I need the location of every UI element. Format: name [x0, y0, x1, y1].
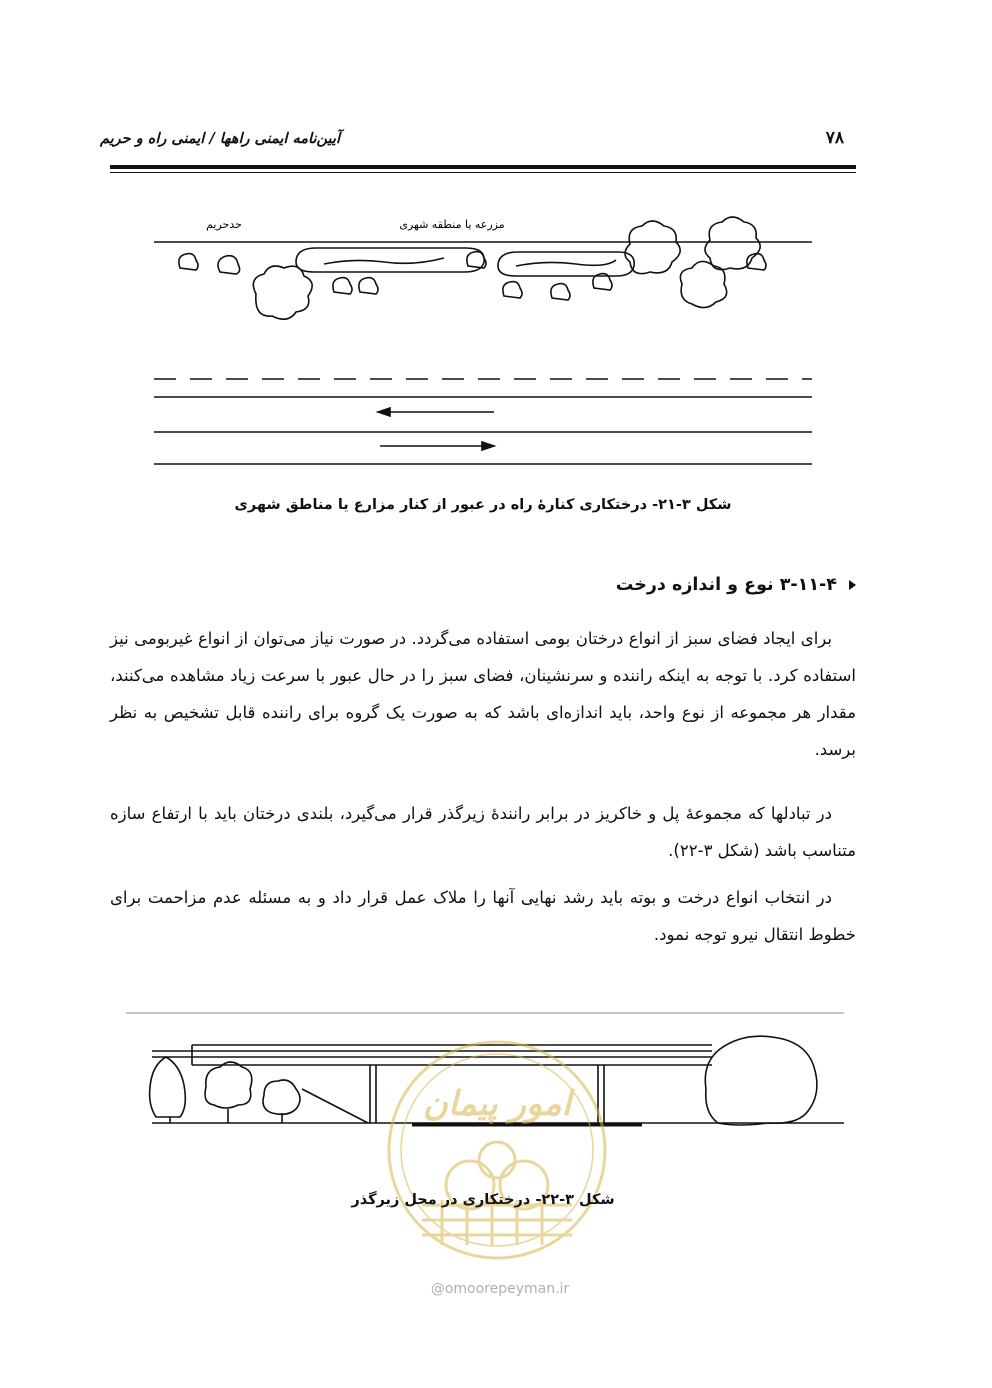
- paragraph-3-text: در انتخاب انواع درخت و بوته باید رشد نهایی آنها را ملاک عمل قرار داد و به مسئله عدم مزاحمت برای خطوط انتقال نیرو توجه نمود.: [110, 888, 856, 944]
- running-header-title: آیین‌نامه ایمنی راهها / ایمنی راه و حریم: [100, 130, 340, 147]
- right-arrow-icon: [380, 442, 494, 450]
- paragraph-2: [110, 795, 856, 869]
- tree-icon-right-large: [705, 1036, 817, 1125]
- small-shrub-group: [179, 252, 766, 300]
- large-tree-group: [253, 217, 760, 319]
- figure-caption-22: شکل ۳-۲۲- درختکاری در محل زیرگذر: [351, 1192, 615, 1208]
- hedge-strips: [296, 248, 634, 276]
- section-heading: [616, 575, 856, 595]
- left-arrow-icon: [378, 408, 494, 416]
- figure-roadside-planting: [146, 206, 818, 476]
- paragraph-2-text: در تبادلها که مجموعهٔ پل و خاکریز در برابر رانندهٔ زیرگذر قرار می‌گیرد، بلندی درختان باید با ارتفاع سازه متناسب باشد (شکل ۳-۲۲).: [110, 804, 856, 860]
- tree-icon-left: [150, 1057, 186, 1123]
- header-rule-thick: [110, 165, 856, 169]
- header-rule-thin: [110, 172, 856, 173]
- figure-caption-21: شکل ۳-۲۱- درختکاری کنارهٔ راه در عبور از کنار مزارع یا مناطق شهری: [234, 497, 732, 513]
- bullet-icon: [849, 580, 856, 590]
- watermark-seal-logo: [382, 1035, 612, 1265]
- tree-icon-mid-2: [263, 1080, 300, 1123]
- tree-icon-mid-1: [205, 1062, 252, 1123]
- paragraph-1: [110, 620, 856, 768]
- paragraph-1-text: برای ایجاد فضای سبز از انواع درختان بومی استفاده می‌گردد. در صورت نیاز می‌توان از انواع غیربومی نیز استفاده کرد. با توجه به اینکه راننده و سرنشینان، فضای سبز را در حال عبور با سرعت زیاد مشاهده می‌کنند، مقدار هر مجموعه از نوع واحد، باید اندازه‌ای باشد که به صورت یک گروه برای راننده قابل تشخیص به نظر برسد.: [110, 629, 856, 759]
- embankment-slope: [302, 1089, 368, 1123]
- watermark-url: @omoorepeyman.ir: [430, 1281, 570, 1297]
- paragraph-3: [110, 879, 856, 953]
- label-right-of-way: حدحریم: [206, 218, 242, 231]
- section-heading-text: ۳-۱۱-۴ نوع و اندازه درخت: [615, 575, 837, 595]
- svg-text:امور پیمان: امور پیمان: [422, 1084, 572, 1124]
- label-farm-or-urban: مزرعه یا منطقه شهری: [399, 218, 505, 231]
- page-number: ۷۸: [825, 128, 844, 148]
